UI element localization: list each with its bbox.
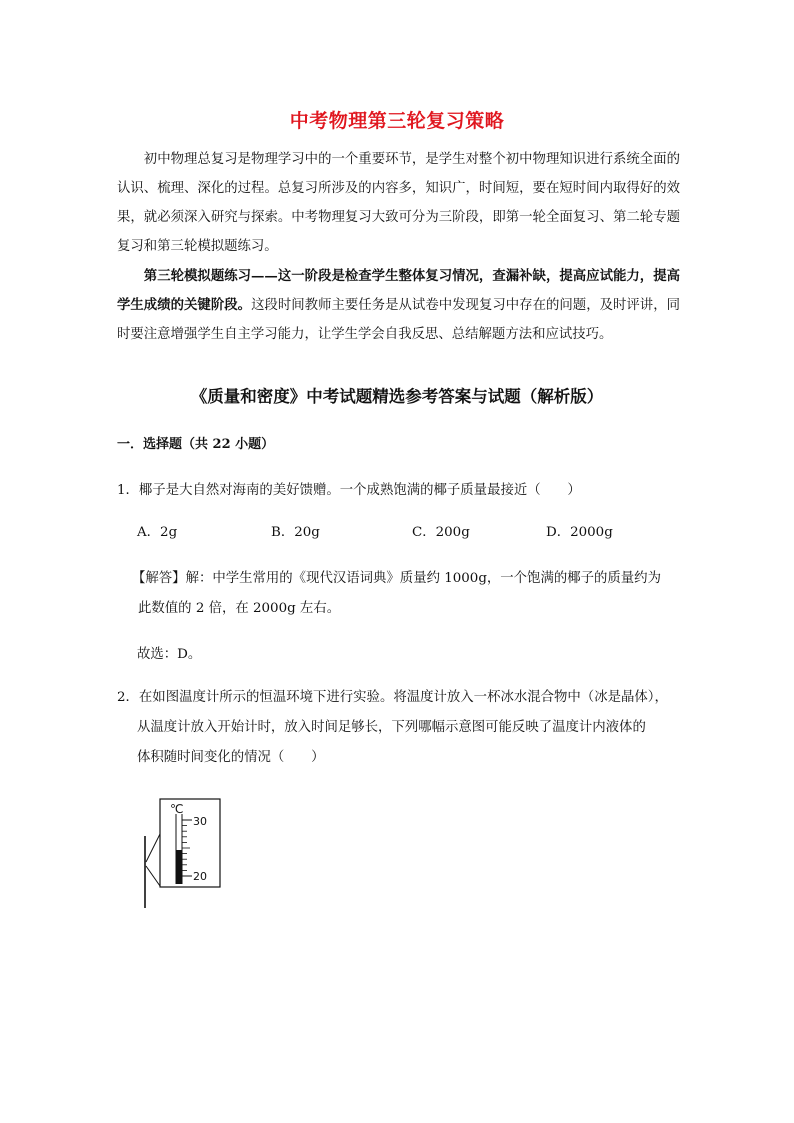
thermometer-figure bbox=[135, 796, 225, 911]
answer-line-2: 此数值的 2 倍，在 2000g 左右。 bbox=[138, 601, 341, 616]
intro-paragraph-1: 初中物理总复习是物理学习中的一个重要环节，是学生对整个初中物理知识进行系统全面的认识、梳理、深化的过程。总复习所涉及的内容多，知识广，时间短，要在短时间内取得好的效果，就必须深入研究与探索。中考物理复习大致可分为三阶段，即第一轮全面复习、第二轮专题复习和第三轮模拟题练习。 bbox=[117, 152, 680, 254]
thermometer-bottom-label: 20 bbox=[193, 870, 207, 883]
section-heading: 一．选择题（共 22 小题） bbox=[117, 437, 275, 452]
thermometer-top-label: 30 bbox=[193, 815, 207, 828]
thermometer-icon bbox=[135, 796, 225, 911]
question-2-stem bbox=[117, 683, 687, 773]
option-c: C．200g bbox=[412, 525, 470, 540]
question-2-line-1: 2．在如图温度计所示的恒温环境下进行实验。将温度计放入一杯冰水混合物中（冰是晶体）， bbox=[117, 690, 668, 705]
option-b: B．20g bbox=[271, 525, 320, 540]
page-title: 中考物理第三轮复习策略 bbox=[289, 110, 505, 132]
question-1-options bbox=[137, 518, 697, 548]
callout-box bbox=[160, 799, 220, 887]
liquid-column bbox=[176, 850, 182, 884]
intro-paragraph-2-bold: 第三轮模拟题练习——这一阶段是检查学生整体复习情况，查漏补缺，提高应试能力，提高学生成绩的关键阶段。 bbox=[117, 268, 680, 313]
answer-label: 【解答】 bbox=[132, 571, 186, 586]
option-a: A．2g bbox=[137, 525, 178, 540]
question-2-line-3: 体积随时间变化的情况（ ） bbox=[137, 750, 325, 765]
callout-pointer-top bbox=[146, 834, 160, 862]
intro-paragraph-2 bbox=[117, 262, 680, 349]
thermometer-unit: ℃ bbox=[170, 802, 184, 816]
question-1-answer bbox=[132, 564, 687, 624]
option-d: D．2000g bbox=[546, 525, 613, 540]
answer-line-1: 解：中学生常用的《现代汉语词典》质量约 1000g，一个饱满的椰子的质量约为 bbox=[185, 571, 661, 586]
section-subtitle: 《质量和密度》中考试题精选参考答案与试题（解析版） bbox=[190, 387, 604, 406]
intro-paragraph-2-rest: 这段时间教师主要任务是从试卷中发现复习中存在的问题，及时评讲，同时要注意增强学生自主学习能力，让学生学会自我反思、总结解题方法和应试技巧。 bbox=[117, 298, 681, 342]
callout-pointer-bottom bbox=[146, 866, 160, 886]
question-2-line-2: 从温度计放入开始计时，放入时间足够长，下列哪幅示意图可能反映了温度计内液体的 bbox=[137, 720, 646, 735]
question-1-choice: 故选：D。 bbox=[137, 647, 202, 662]
question-1-stem: 1．椰子是大自然对海南的美好馈赠。一个成熟饱满的椰子质量最接近（ ） bbox=[117, 483, 581, 498]
